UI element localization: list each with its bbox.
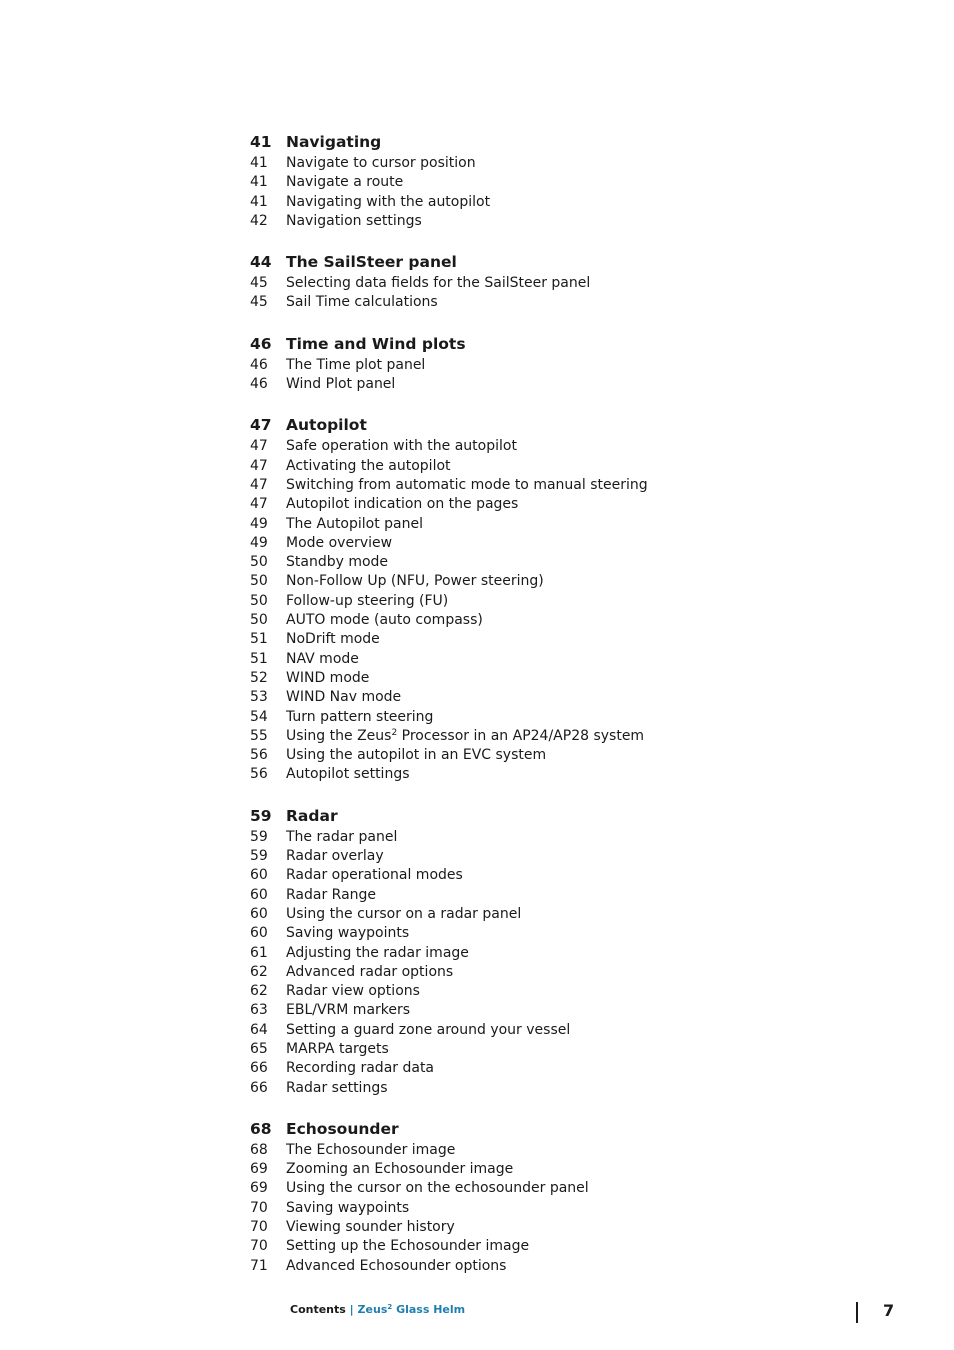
toc-section-title: Radar bbox=[286, 806, 338, 825]
toc-entry-title: The Echosounder image bbox=[286, 1141, 456, 1158]
toc-section-heading bbox=[250, 805, 810, 828]
toc-page-number: 61 bbox=[250, 944, 268, 961]
toc-entry bbox=[250, 553, 810, 572]
toc-page-number: 50 bbox=[250, 612, 268, 629]
toc-entry bbox=[250, 457, 810, 476]
toc-page-number: 42 bbox=[250, 212, 268, 229]
toc-entry-title: AUTO mode (auto compass) bbox=[286, 612, 483, 629]
toc-entry-title: The Autopilot panel bbox=[286, 515, 424, 532]
toc-entry bbox=[250, 572, 810, 591]
toc-entry-title: Safe operation with the autopilot bbox=[286, 438, 517, 455]
toc-page-number: 50 bbox=[250, 573, 268, 590]
page-number: 7 bbox=[883, 1301, 895, 1320]
toc-page-number: 70 bbox=[250, 1199, 268, 1216]
toc-entry-title: The Time plot panel bbox=[286, 356, 426, 373]
toc-entry bbox=[250, 905, 810, 924]
toc-page-number: 41 bbox=[250, 133, 272, 151]
toc-page-number: 51 bbox=[250, 650, 268, 667]
toc-section-title: Navigating bbox=[286, 133, 382, 151]
toc-entry bbox=[250, 982, 810, 1001]
toc-page-number: 66 bbox=[250, 1079, 268, 1096]
toc-page-number: 60 bbox=[250, 886, 268, 903]
toc-entry-title: NAV mode bbox=[286, 650, 359, 667]
toc-entry-title: Navigating with the autopilot bbox=[286, 193, 491, 210]
toc-entry-title: Navigate to cursor position bbox=[286, 155, 476, 171]
toc-page-number: 49 bbox=[250, 515, 268, 532]
toc-page-number: 45 bbox=[250, 294, 268, 311]
toc-section-title: The SailSteer panel bbox=[286, 253, 457, 272]
toc-page-number: 50 bbox=[250, 592, 268, 609]
toc-entry-title: MARPA targets bbox=[286, 1040, 389, 1057]
toc-entry-title: Advanced radar options bbox=[286, 963, 454, 980]
toc-page-number: 53 bbox=[250, 689, 268, 706]
toc-page-number: 49 bbox=[250, 534, 268, 551]
toc-entry bbox=[250, 650, 810, 669]
toc-page-number: 59 bbox=[250, 806, 272, 825]
toc-entry-title: Radar operational modes bbox=[286, 867, 463, 884]
footer-separator: | bbox=[349, 1303, 354, 1316]
toc-entry-title: WIND Nav mode bbox=[286, 689, 402, 706]
toc-entry-title: WIND mode bbox=[286, 669, 370, 686]
toc-page-number: 46 bbox=[250, 376, 268, 393]
toc-entry-title: Autopilot indication on the pages bbox=[286, 496, 519, 513]
toc-page-number: 62 bbox=[250, 983, 268, 1000]
toc-entry-title: Sail Time calculations bbox=[286, 294, 438, 311]
toc-page-number: 56 bbox=[250, 766, 268, 783]
toc-page-number: 50 bbox=[250, 554, 268, 571]
toc-entry bbox=[250, 866, 810, 885]
footer bbox=[290, 1303, 465, 1316]
toc-entry-title: Advanced Echosounder options bbox=[286, 1257, 507, 1274]
toc-entry-title: Wind Plot panel bbox=[286, 376, 396, 393]
toc-entry-title: Selecting data fields for the SailSteer panel bbox=[286, 275, 591, 292]
toc-entry-title: Mode overview bbox=[286, 534, 393, 551]
toc-entry bbox=[250, 154, 810, 173]
toc-section-title: Autopilot bbox=[286, 416, 367, 435]
toc-page-number: 54 bbox=[250, 708, 268, 725]
toc-page-number: 41 bbox=[250, 193, 268, 210]
toc-entry bbox=[250, 1257, 810, 1276]
toc-entry-title: Turn pattern steering bbox=[286, 708, 434, 725]
toc-entry bbox=[250, 1237, 810, 1256]
toc-entry-title: Using the cursor on the echosounder panel bbox=[286, 1180, 589, 1197]
toc-entry-title: Navigation settings bbox=[286, 212, 422, 229]
toc-entry-title: Setting up the Echosounder image bbox=[286, 1238, 530, 1255]
toc-section-heading bbox=[250, 414, 810, 437]
toc-entry bbox=[250, 688, 810, 707]
toc-entry-title: Radar overlay bbox=[286, 848, 384, 865]
toc-entry-title: Radar Range bbox=[286, 886, 377, 903]
toc-entry bbox=[250, 173, 810, 192]
toc-entry-title: Navigate a route bbox=[286, 174, 404, 191]
toc-entry bbox=[250, 495, 810, 514]
toc-section-title: Echosounder bbox=[286, 1119, 399, 1138]
toc-page-number: 45 bbox=[250, 275, 268, 292]
toc-page-number: 62 bbox=[250, 963, 268, 980]
toc-entry bbox=[250, 375, 810, 394]
toc-page-number: 46 bbox=[250, 356, 268, 373]
toc-entry bbox=[250, 534, 810, 553]
toc-entry bbox=[250, 886, 810, 905]
toc-entry-title: EBL/VRM markers bbox=[286, 1002, 411, 1019]
toc-page-number: 70 bbox=[250, 1238, 268, 1255]
toc-page-number: 44 bbox=[250, 253, 272, 272]
toc-entry-title: Non-Follow Up (NFU, Power steering) bbox=[286, 573, 544, 590]
toc-entry-title: Using the Zeus$^2$ Processor in an AP24/AP28 system bbox=[286, 727, 645, 744]
toc-page-number: 60 bbox=[250, 867, 268, 884]
toc-entry-title: Switching from automatic mode to manual steering bbox=[286, 476, 648, 493]
toc-section bbox=[250, 251, 810, 313]
footer-label: Contents bbox=[290, 1303, 346, 1316]
toc-entry bbox=[250, 293, 810, 312]
toc-page-number: 41 bbox=[250, 174, 268, 191]
toc-section-heading bbox=[250, 251, 810, 274]
footer-brand: Zeus$^2$ Glass Helm bbox=[357, 1303, 466, 1316]
toc-entry bbox=[250, 1160, 810, 1179]
toc-section bbox=[250, 131, 810, 231]
toc-page-number: 56 bbox=[250, 747, 268, 764]
toc-entry-title: Radar view options bbox=[286, 983, 420, 1000]
toc-entry bbox=[250, 630, 810, 649]
toc-page-number: 41 bbox=[250, 155, 268, 171]
toc-entry bbox=[250, 828, 810, 847]
toc-page-number: 47 bbox=[250, 457, 268, 474]
toc-page-number: 60 bbox=[250, 905, 268, 922]
toc-entry bbox=[250, 924, 810, 943]
toc-section-heading bbox=[250, 131, 810, 154]
toc-page-number: 59 bbox=[250, 828, 268, 845]
toc-page-number: 47 bbox=[250, 476, 268, 493]
toc-entry bbox=[250, 1141, 810, 1160]
toc-entry-title: Viewing sounder history bbox=[286, 1219, 455, 1236]
toc-entry bbox=[250, 1059, 810, 1078]
toc-page-number: 69 bbox=[250, 1161, 268, 1178]
toc-entry-title: The radar panel bbox=[286, 828, 398, 845]
toc-entry-title: Adjusting the radar image bbox=[286, 944, 469, 961]
toc-entry-title: Using the cursor on a radar panel bbox=[286, 905, 522, 922]
toc-section-heading bbox=[250, 333, 810, 356]
toc-page-number: 59 bbox=[250, 848, 268, 865]
toc-page-number: 71 bbox=[250, 1257, 268, 1274]
toc-entry bbox=[250, 727, 810, 746]
toc-entry bbox=[250, 356, 810, 375]
toc-entry-title: Setting a guard zone around your vessel bbox=[286, 1021, 571, 1038]
toc-page-number: 64 bbox=[250, 1021, 268, 1038]
toc-entry bbox=[250, 515, 810, 534]
toc-page-number: 55 bbox=[250, 727, 268, 744]
toc-entry bbox=[250, 944, 810, 963]
toc-entry bbox=[250, 1040, 810, 1059]
toc-entry bbox=[250, 669, 810, 688]
toc-entry bbox=[250, 847, 810, 866]
toc-entry-title: NoDrift mode bbox=[286, 631, 380, 648]
toc-entry bbox=[250, 611, 810, 630]
toc-entry-title: Recording radar data bbox=[286, 1060, 435, 1077]
toc-page-number: 51 bbox=[250, 631, 268, 648]
toc-page-number: 68 bbox=[250, 1141, 268, 1158]
toc-page-number: 70 bbox=[250, 1219, 268, 1236]
toc-page-number: 60 bbox=[250, 925, 268, 942]
toc-section bbox=[250, 1118, 810, 1276]
toc-page-number: 52 bbox=[250, 669, 268, 686]
toc-entry bbox=[250, 1079, 810, 1098]
toc-entry bbox=[250, 746, 810, 765]
toc-entry-title: Standby mode bbox=[286, 554, 389, 571]
toc-entry bbox=[250, 193, 810, 212]
toc-page-number: 47 bbox=[250, 438, 268, 455]
toc-page-number: 68 bbox=[250, 1119, 272, 1138]
toc-entry bbox=[250, 212, 810, 231]
toc-section bbox=[250, 414, 810, 784]
toc-entry bbox=[250, 1218, 810, 1237]
toc-entry-title: Zooming an Echosounder image bbox=[286, 1161, 514, 1178]
toc-section-title: Time and Wind plots bbox=[286, 334, 466, 353]
toc-entry-title: Using the autopilot in an EVC system bbox=[286, 747, 547, 764]
toc-entry-title: Radar settings bbox=[286, 1079, 388, 1096]
toc-page-number: 69 bbox=[250, 1180, 268, 1197]
toc-entry bbox=[250, 1179, 810, 1198]
toc-entry bbox=[250, 708, 810, 727]
toc-entry bbox=[250, 476, 810, 495]
toc-page-number: 65 bbox=[250, 1040, 268, 1057]
toc-entry-title: Follow-up steering (FU) bbox=[286, 592, 449, 609]
toc-entry-title: Saving waypoints bbox=[286, 925, 410, 942]
toc-page-number: 66 bbox=[250, 1060, 268, 1077]
toc-section-heading bbox=[250, 1118, 810, 1141]
toc-entry bbox=[250, 963, 810, 982]
toc-entry bbox=[250, 1021, 810, 1040]
toc-entry-title: Activating the autopilot bbox=[286, 457, 451, 474]
footer-divider bbox=[856, 1302, 858, 1323]
toc-entry bbox=[250, 1199, 810, 1218]
toc-page-number: 46 bbox=[250, 334, 272, 353]
table-of-contents bbox=[250, 131, 810, 1296]
toc-entry bbox=[250, 1001, 810, 1020]
toc-page-number: 47 bbox=[250, 496, 268, 513]
toc-entry bbox=[250, 765, 810, 784]
toc-section bbox=[250, 805, 810, 1098]
toc-entry bbox=[250, 592, 810, 611]
toc-entry bbox=[250, 274, 810, 293]
toc-entry-title: Saving waypoints bbox=[286, 1199, 410, 1216]
toc-entry bbox=[250, 437, 810, 456]
toc-page-number: 63 bbox=[250, 1002, 268, 1019]
toc-section bbox=[250, 333, 810, 395]
toc-entry-title: Autopilot settings bbox=[286, 766, 410, 783]
toc-page-number: 47 bbox=[250, 416, 272, 435]
